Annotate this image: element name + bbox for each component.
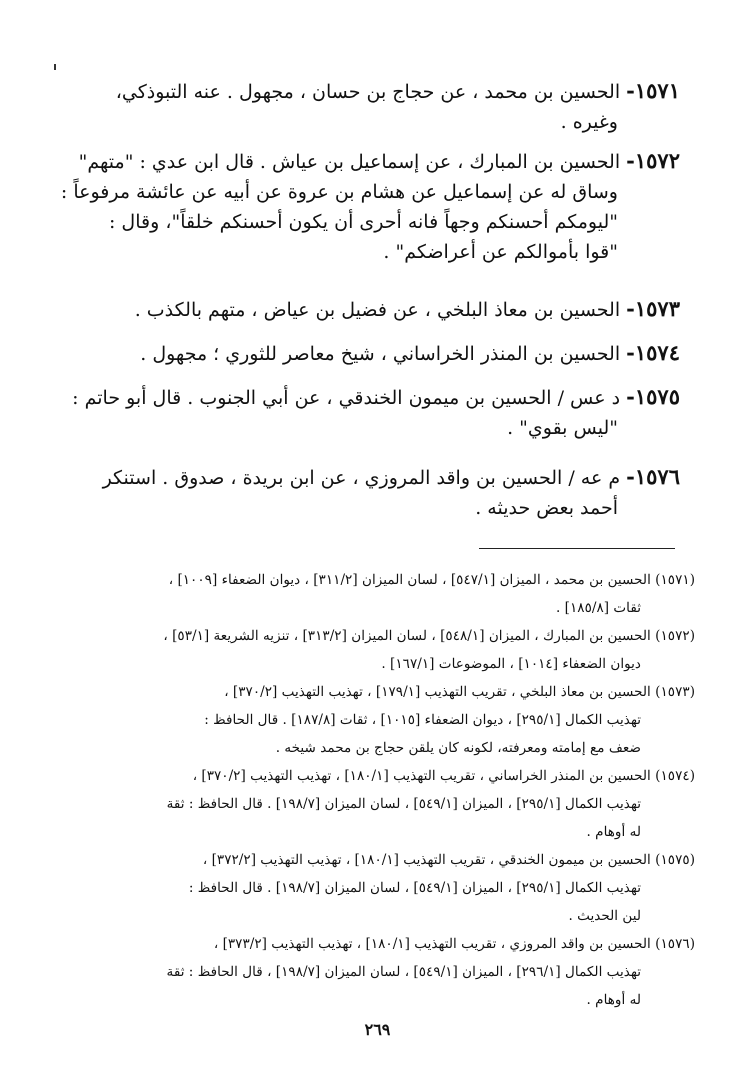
entry-line: ١٥٧٢- الحسين بن المبارك ، عن إسماعيل بن عياش . قال ابن عدي : "متهم" xyxy=(78,148,680,173)
entry-number: ١٥٧٥- xyxy=(626,384,680,409)
page-number: ٢٦٩ xyxy=(364,1020,391,1039)
entry-line: "ليومكم أحسنكم وجهاً فانه أحرى أن يكون أحسنكم خلقاً"، وقال : xyxy=(108,211,618,233)
footnote-line: تهذيب الكمال [٢٩٥/١] ، الميزان [٥٤٩/١] ، لسان الميزان [١٩٨/٧] . قال الحافظ : xyxy=(188,880,641,896)
footnote-line: ضعف مع إمامته ومعرفته، لكونه كان يلقن حجاج بن محمد شيخه . xyxy=(275,740,641,756)
footnote-line: (١٥٧١) الحسين بن محمد ، الميزان [٥٤٧/١] ، لسان الميزان [٣١١/٢] ، ديوان الضعفاء [١٠٠٩] ، xyxy=(168,572,695,588)
entry-number: ١٥٧٦- xyxy=(626,464,680,489)
footnote-line: ديوان الضعفاء [١٠١٤] ، الموضوعات [١٦٧/١] . xyxy=(381,656,641,672)
footnote-1571 xyxy=(55,566,695,622)
footnote-1575 xyxy=(55,846,695,930)
footnote-1573 xyxy=(55,678,695,762)
footnote-1576 xyxy=(55,930,695,1014)
entry-1576 xyxy=(70,462,680,523)
footnote-line: تهذيب الكمال [٢٩٥/١] ، الميزان [٥٤٩/١] ، لسان الميزان [١٩٨/٧] . قال الحافظ : ثقة xyxy=(166,796,641,812)
entry-line: وساق له عن إسماعيل عن هشام بن عروة عن أبيه عن عائشة مرفوعاً : xyxy=(60,181,618,203)
entry-number: ١٥٧١- xyxy=(626,78,680,103)
footnote-line: له أوهام . xyxy=(586,824,641,840)
entry-1575 xyxy=(70,382,680,443)
footnote-1572 xyxy=(55,622,695,678)
footnote-line: (١٥٧٦) الحسين بن واقد المروزي ، تقريب التهذيب [١٨٠/١] ، تهذيب التهذيب [٣٧٣/٢] ، xyxy=(213,936,695,952)
entry-1573 xyxy=(70,294,680,325)
footnote-line: (١٥٧٤) الحسين بن المنذر الخراساني ، تقريب التهذيب [١٨٠/١] ، تهذيب التهذيب [٣٧٠/٢] ، xyxy=(192,768,695,784)
entry-line: "قوا بأموالكم عن أعراضكم" . xyxy=(383,241,618,263)
entry-line: ١٥٧٦- م عه / الحسين بن واقد المروزي ، عن ابن بريدة ، صدوق . استنكر xyxy=(102,464,680,489)
footnote-line: تهذيب الكمال [٢٩٥/١] ، ديوان الضعفاء [١٠١٥] ، ثقات [١٨٧/٨] . قال الحافظ : xyxy=(204,712,641,728)
entry-number: ١٥٧٤- xyxy=(626,340,680,365)
footnote-line: ثقات [١٨٥/٨] . xyxy=(556,600,641,616)
footnote-line: (١٥٧٢) الحسين بن المبارك ، الميزان [٥٤٨/١] ، لسان الميزان [٣١٣/٢] ، تنزيه الشريعة [٥٣/١] ، xyxy=(163,628,695,644)
entry-line: وغيره . xyxy=(560,111,618,133)
footnote-1574 xyxy=(55,762,695,846)
entry-line: ١٥٧١- الحسين بن محمد ، عن حجاج بن حسان ، مجهول . عنه التبوذكي، xyxy=(115,78,680,103)
entry-number: ١٥٧٣- xyxy=(626,296,680,321)
footnote-divider xyxy=(479,548,675,549)
footnote-line: تهذيب الكمال [٢٩٦/١] ، الميزان [٥٤٩/١] ، لسان الميزان [١٩٨/٧] ، قال الحافظ : ثقة xyxy=(166,964,641,980)
entry-line: ١٥٧٣- الحسين بن معاذ البلخي ، عن فضيل بن عياض ، متهم بالكذب . xyxy=(134,296,680,321)
entry-number: ١٥٧٢- xyxy=(626,148,680,173)
entry-1574 xyxy=(70,338,680,369)
entry-line: ١٥٧٥- د عس / الحسين بن ميمون الخندقي ، عن أبي الجنوب . قال أبو حاتم : xyxy=(72,384,680,409)
entry-line: أحمد بعض حديثه . xyxy=(475,497,618,519)
entry-line: ١٥٧٤- الحسين بن المنذر الخراساني ، شيخ معاصر للثوري ؛ مجهول . xyxy=(140,340,680,365)
scan-speck xyxy=(54,64,56,70)
footnote-line: له أوهام . xyxy=(586,992,641,1008)
entry-1571 xyxy=(70,76,680,137)
footnote-line: لين الحديث . xyxy=(568,908,641,924)
footnote-line: (١٥٧٥) الحسين بن ميمون الخندقي ، تقريب التهذيب [١٨٠/١] ، تهذيب التهذيب [٣٧٢/٢] ، xyxy=(202,852,695,868)
footnote-line: (١٥٧٣) الحسين بن معاذ البلخي ، تقريب التهذيب [١٧٩/١] ، تهذيب التهذيب [٣٧٠/٢] ، xyxy=(224,684,695,700)
entry-1572 xyxy=(60,146,680,267)
entry-line: "ليس بقوي" . xyxy=(507,417,618,439)
